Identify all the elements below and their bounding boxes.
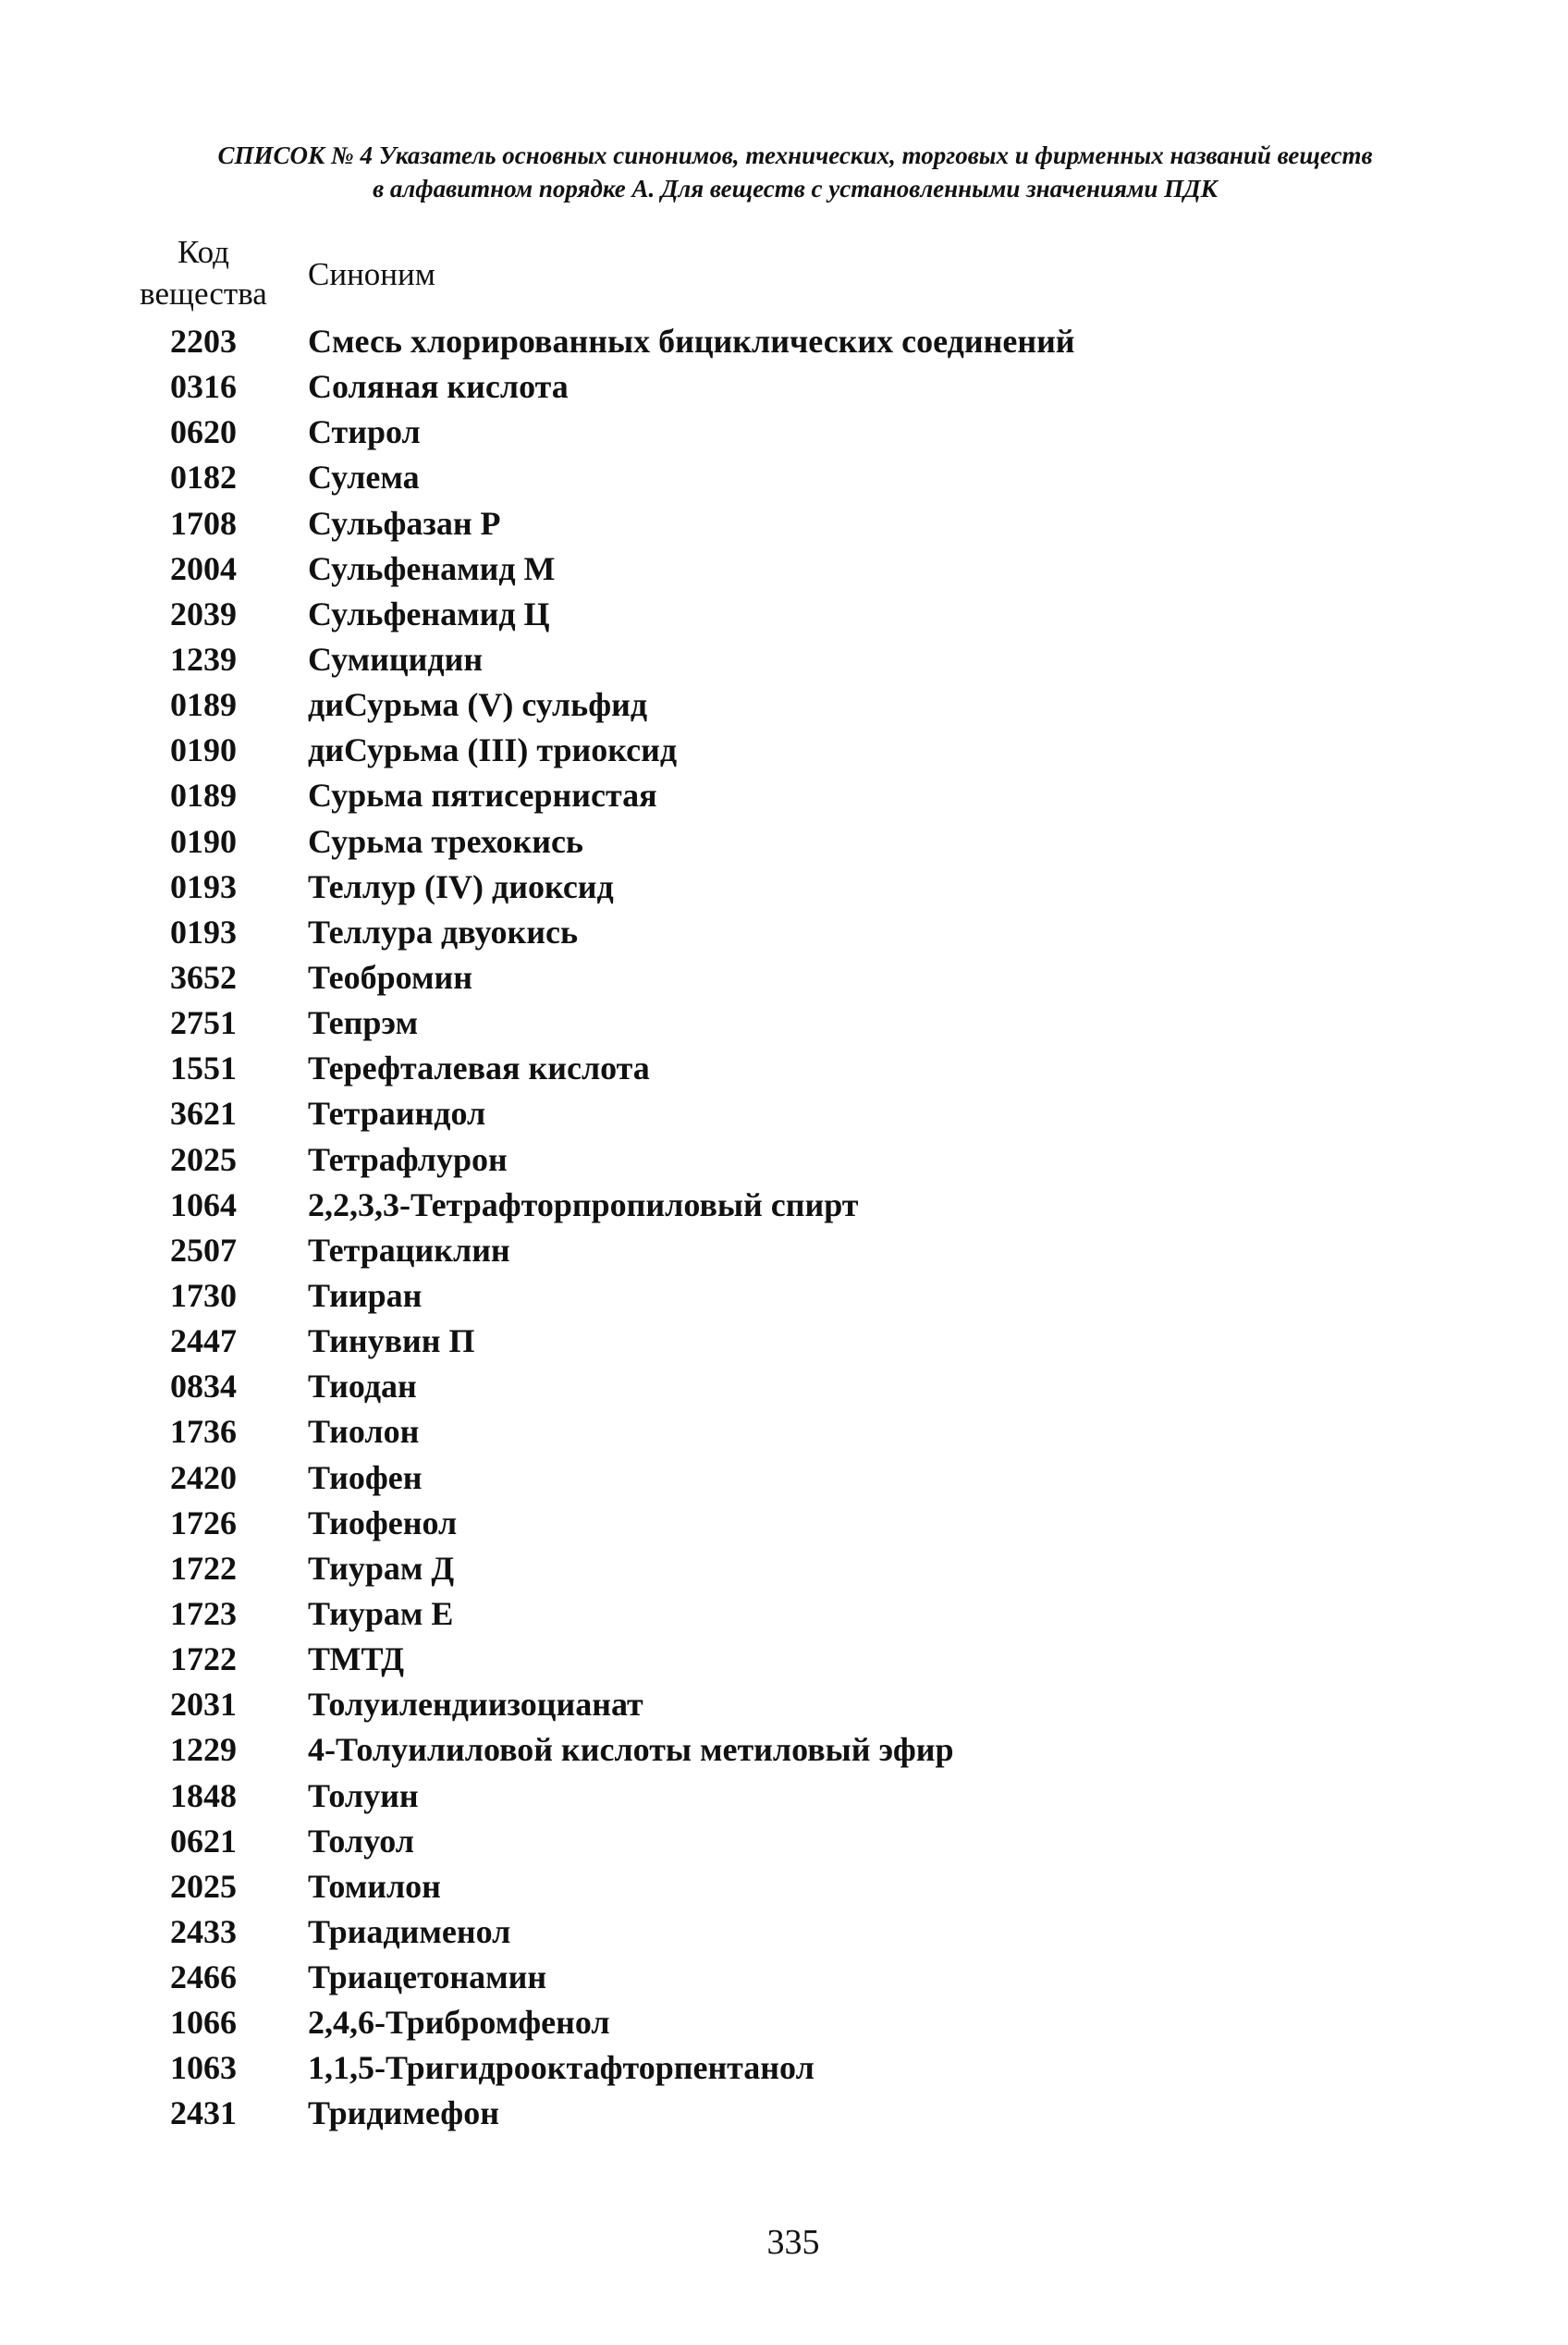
synonym-name: Сулема: [308, 459, 420, 497]
substance-code: 0189: [170, 686, 237, 724]
substance-code: 1229: [170, 1731, 237, 1769]
synonym-name: 2,2,3,3-Тетрафторпропиловый спирт: [308, 1185, 859, 1223]
synonym-name: Тиолон: [308, 1413, 420, 1451]
substance-code: 0316: [170, 368, 237, 406]
substance-code: 1708: [170, 504, 237, 542]
table-row: [129, 1546, 1075, 1591]
synonym-name: Теобромин: [308, 958, 472, 996]
synonym-name: Тиурам Е: [308, 1594, 454, 1632]
list-header: [129, 139, 1461, 205]
table-row: [129, 592, 1075, 637]
synonym-name: 2,4,6-Трибромфенол: [308, 2004, 610, 2042]
synonym-name: Теллур (IV) диоксид: [308, 867, 614, 905]
synonym-name: Тетраиндол: [308, 1095, 486, 1133]
table-row: [129, 1001, 1075, 1046]
synonym-name: Тридимефон: [308, 2094, 499, 2132]
table-row: [129, 773, 1075, 818]
synonym-name: диСурьма (III) триоксид: [308, 731, 678, 769]
table-row: [129, 1501, 1075, 1546]
substance-code: 2025: [170, 1140, 237, 1178]
substance-code: 0190: [170, 731, 237, 769]
substance-code: 2025: [170, 1867, 237, 1905]
table-row: [129, 1637, 1075, 1682]
list-header-line-1: СПИСОК № 4 Указатель основных синонимов, технических, торговых и фирменных названий веществ: [217, 141, 1373, 169]
table-row: [129, 728, 1075, 773]
substance-code: 1066: [170, 2004, 237, 2042]
table-row: [129, 501, 1075, 546]
table-row: [129, 955, 1075, 1001]
substance-code: 0182: [170, 459, 237, 497]
synonym-name: Тиодан: [308, 1368, 417, 1406]
table-row: [129, 819, 1075, 865]
synonym-name: Тепрэм: [308, 1004, 419, 1042]
table-row: [129, 1183, 1075, 1228]
substance-code: 2431: [170, 2094, 237, 2132]
synonym-name: Сурьма пятисернистая: [308, 777, 657, 815]
substance-code: 1722: [170, 1549, 237, 1587]
substance-code: 0189: [170, 777, 237, 815]
synonym-name: Сульфазан Р: [308, 504, 501, 542]
table-row: [129, 910, 1075, 955]
synonym-name: Тиурам Д: [308, 1549, 455, 1587]
substance-code: 1726: [170, 1504, 237, 1541]
table-row: [129, 2045, 1075, 2091]
synonym-name: Смесь хлорированных бициклических соединений: [308, 323, 1075, 360]
table-row: [129, 1228, 1075, 1273]
synonym-name: Сульфенамид М: [308, 549, 556, 587]
column-header-synonym: Синоним: [308, 256, 435, 292]
synonym-name: Теллура двуокись: [308, 913, 579, 951]
substance-code: 3621: [170, 1095, 237, 1133]
substance-code: 2031: [170, 1686, 237, 1724]
synonym-name: 1,1,5-Тригидрооктафторпентанол: [308, 2049, 815, 2087]
table-row: [129, 1819, 1075, 1864]
substance-code: 2420: [170, 1458, 237, 1496]
column-header-code: [129, 231, 277, 314]
synonym-name: Томилон: [308, 1867, 441, 1905]
substance-code: 0193: [170, 867, 237, 905]
synonym-name: 4-Толуилиловой кислоты метиловый эфир: [308, 1731, 954, 1769]
table-row: [129, 1137, 1075, 1183]
column-header-code-line-1: Код: [178, 234, 229, 270]
synonym-name: Тииран: [308, 1276, 423, 1314]
synonym-name: Тетрафлурон: [308, 1140, 508, 1178]
synonym-name: Тетрациклин: [308, 1231, 510, 1269]
synonym-name: Тинувин П: [308, 1322, 475, 1360]
table-row: [129, 682, 1075, 728]
column-header-code-line-2: вещества: [140, 276, 267, 312]
table-row: [129, 364, 1075, 410]
synonym-name: Толуол: [308, 1822, 414, 1860]
synonym-name: Сумицидин: [308, 640, 484, 678]
table-row: [129, 319, 1075, 364]
synonym-name: Толуилендиизоцианат: [308, 1686, 643, 1724]
table-row: [129, 1409, 1075, 1455]
substance-code: 1551: [170, 1050, 237, 1087]
synonym-name: Тиофенол: [308, 1504, 458, 1541]
synonym-name: ТМТД: [308, 1640, 405, 1678]
table-row: [129, 546, 1075, 592]
substance-code: 1063: [170, 2049, 237, 2087]
synonym-name: Сульфенамид Ц: [308, 595, 550, 632]
synonym-name: Терефталевая кислота: [308, 1050, 650, 1087]
substance-code: 2433: [170, 1912, 237, 1950]
substance-code: 2447: [170, 1322, 237, 1360]
table-row: [129, 1591, 1075, 1637]
table-row: [129, 2091, 1075, 2136]
substance-code: 0193: [170, 913, 237, 951]
table-row: [129, 410, 1075, 455]
synonym-name: Толуин: [308, 1776, 419, 1814]
synonym-name: Триацетонамин: [308, 1958, 547, 1996]
table-row: [129, 1091, 1075, 1136]
table-row: [129, 1364, 1075, 1409]
substance-code: 0190: [170, 822, 237, 860]
substance-code: 1723: [170, 1594, 237, 1632]
substance-code: 0621: [170, 1822, 237, 1860]
synonym-table: [129, 319, 1075, 2137]
table-row: [129, 1774, 1075, 1819]
synonym-name: Сурьма трехокись: [308, 822, 583, 860]
table-row: [129, 1727, 1075, 1773]
substance-code: 2203: [170, 323, 237, 360]
synonym-name: диСурьма (V) сульфид: [308, 686, 648, 724]
table-row: [129, 1455, 1075, 1501]
page-number: 335: [766, 2223, 820, 2262]
substance-code: 1722: [170, 1640, 237, 1678]
table-row: [129, 637, 1075, 682]
synonym-name: Соляная кислота: [308, 368, 569, 406]
table-row: [129, 455, 1075, 500]
substance-code: 1736: [170, 1413, 237, 1451]
substance-code: 0620: [170, 413, 237, 451]
substance-code: 2507: [170, 1231, 237, 1269]
substance-code: 0834: [170, 1368, 237, 1406]
substance-code: 2004: [170, 549, 237, 587]
synonym-name: Триадименол: [308, 1912, 511, 1950]
list-header-line-2: в алфавитном порядке А. Для веществ с установленными значениями ПДК: [373, 175, 1218, 203]
table-row: [129, 2000, 1075, 2045]
table-row: [129, 1273, 1075, 1319]
table-row: [129, 1319, 1075, 1364]
substance-code: 2039: [170, 595, 237, 632]
table-row: [129, 1909, 1075, 1955]
substance-code: 2466: [170, 1958, 237, 1996]
synonym-name: Стирол: [308, 413, 421, 451]
table-row: [129, 1046, 1075, 1091]
table-row: [129, 865, 1075, 910]
substance-code: 3652: [170, 958, 237, 996]
substance-code: 2751: [170, 1004, 237, 1042]
table-row: [129, 1864, 1075, 1909]
substance-code: 1848: [170, 1776, 237, 1814]
table-row: [129, 1955, 1075, 2000]
synonym-name: Тиофен: [308, 1458, 423, 1496]
substance-code: 1730: [170, 1276, 237, 1314]
table-row: [129, 1682, 1075, 1727]
substance-code: 1064: [170, 1185, 237, 1223]
substance-code: 1239: [170, 640, 237, 678]
